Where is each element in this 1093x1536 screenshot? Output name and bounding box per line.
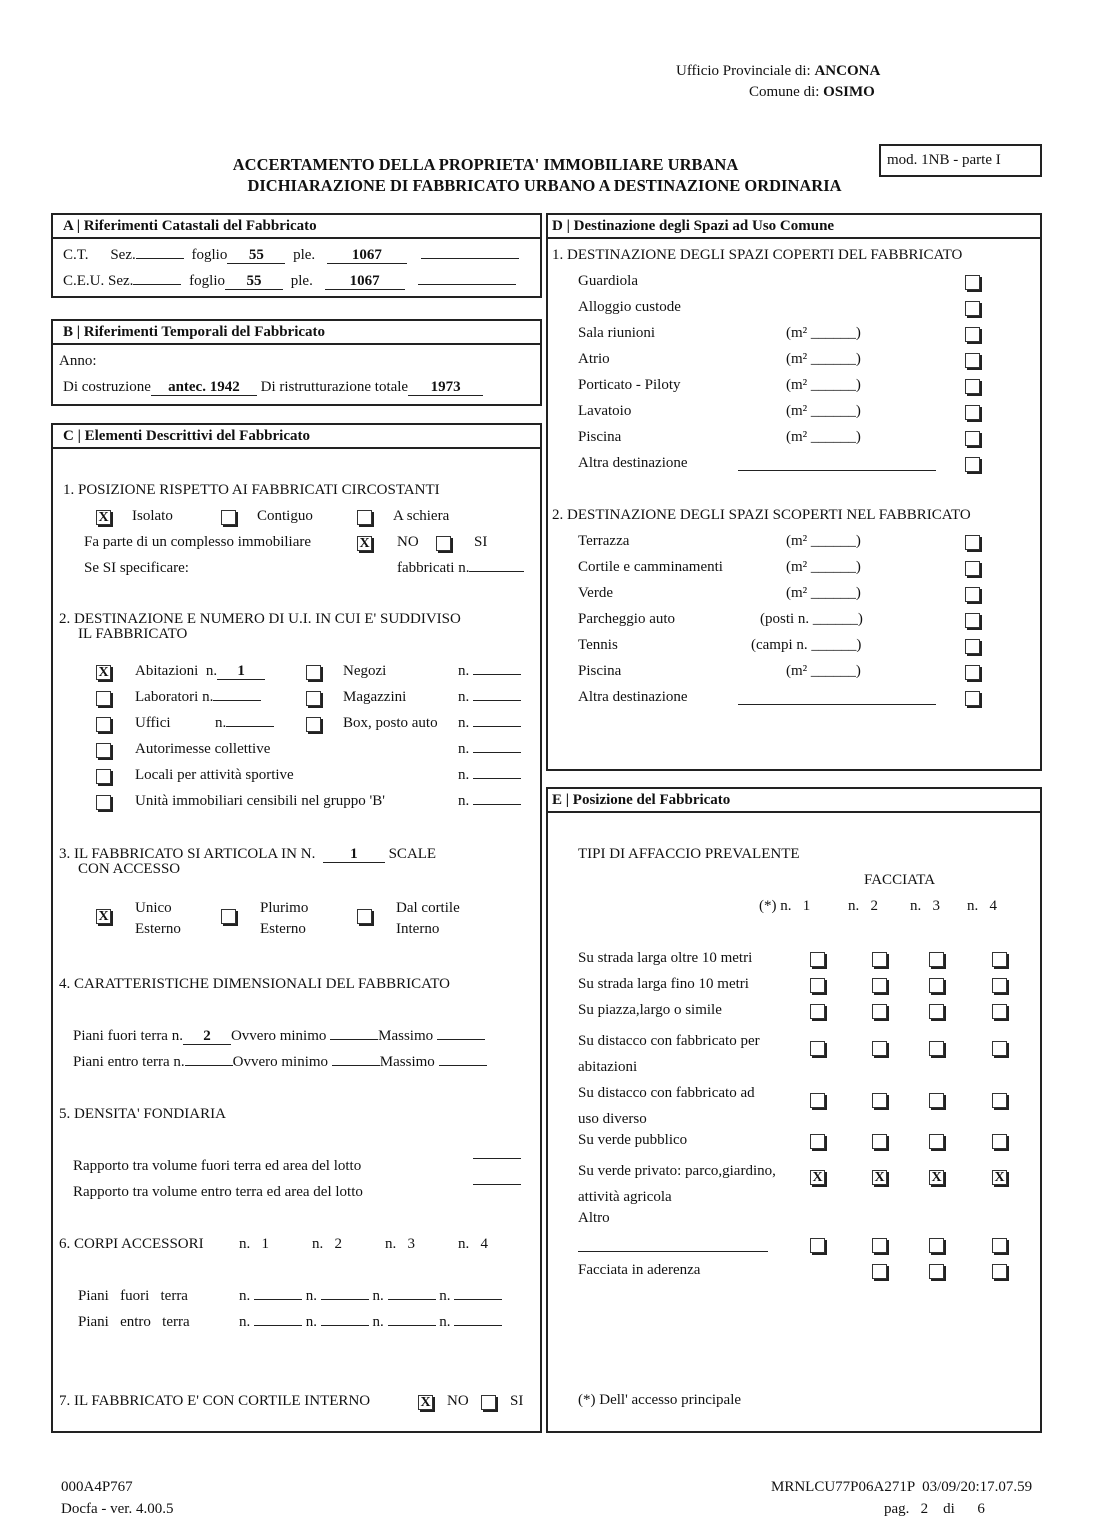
option-line1: Unico [135, 900, 172, 916]
uffici-n [215, 715, 274, 732]
cortile-no-label: NO [447, 1393, 469, 1409]
n-label: n. [458, 689, 470, 705]
q6-col-2: n. 2 [312, 1236, 342, 1252]
unico-esterno-checkbox[interactable]: X [96, 909, 111, 924]
porticato-area-field[interactable]: (m² ______) [786, 377, 861, 393]
q6-col-1: n. 1 [239, 1236, 269, 1252]
comune-value: OSIMO [823, 84, 875, 100]
box-posto-auto-label: Box, posto auto [343, 715, 438, 731]
n-label: n. [202, 689, 214, 705]
terrazza-checkbox[interactable] [965, 535, 980, 550]
distacco-abitazioni-f2-checkbox[interactable] [872, 1041, 887, 1056]
sala-riunioni-checkbox[interactable] [965, 327, 980, 342]
piscina-coperta-area-field[interactable]: (m² ______) [786, 429, 861, 445]
altro-f3-checkbox[interactable] [929, 1238, 944, 1253]
ceu-row [63, 273, 516, 290]
q6-entro-terra-label: Piani entro terra [78, 1314, 190, 1330]
tennis-checkbox[interactable] [965, 639, 980, 654]
q7-title: 7. IL FABBRICATO E' CON CORTILE INTERNO [59, 1393, 371, 1409]
plurimo-esterno-label [260, 898, 308, 940]
negozi-checkbox[interactable] [306, 665, 321, 680]
n-label: n. [458, 767, 470, 783]
facciata-col-1: (*) n. 1 [759, 898, 811, 914]
section-e [546, 787, 1042, 1433]
n-label: n. [205, 663, 218, 679]
document-title-line2: DICHIARAZIONE DI FABBRICATO URBANO A DESTINAZIONE ORDINARIA [247, 176, 842, 195]
guardiola-checkbox[interactable] [965, 275, 980, 290]
altro-f1-checkbox[interactable] [810, 1238, 825, 1253]
gruppo-b-label: Unità immobiliari censibili nel gruppo 'B' [135, 793, 385, 809]
ceu-sez-field[interactable] [133, 284, 181, 285]
aderenza-f4-checkbox[interactable] [992, 1264, 1007, 1279]
q6-field[interactable] [388, 1325, 436, 1326]
affaccio-row-label: Facciata in aderenza [578, 1262, 701, 1278]
distacco-uso-diverso-f2-checkbox[interactable] [872, 1093, 887, 1108]
affaccio-row-label: Su piazza,largo o simile [578, 1002, 722, 1018]
altro-f4-checkbox[interactable] [992, 1238, 1007, 1253]
row-line1: Su distacco con fabbricato per [578, 1033, 760, 1049]
q3-title-text: 3. IL FABBRICATO SI ARTICOLA IN N. [59, 846, 316, 862]
piazza-f3-checkbox[interactable] [929, 1004, 944, 1019]
option-line2: Esterno [135, 921, 181, 937]
document-code: 000A4P767 [61, 1479, 133, 1495]
atrio-label: Atrio [578, 351, 610, 367]
row-line2: abitazioni [578, 1059, 638, 1075]
locali-sportivi-checkbox[interactable] [96, 769, 111, 784]
porticato-checkbox[interactable] [965, 379, 980, 394]
negozi-field[interactable] [473, 674, 521, 675]
n-label: n. [239, 1314, 251, 1330]
user-stamp: MRNLCU77P06A271P 03/09/20:17.07.59 [771, 1479, 1033, 1495]
locali-sportivi-field[interactable] [473, 778, 521, 779]
altra-dest-coperta-field[interactable] [738, 470, 936, 471]
piazza-f2-checkbox[interactable] [872, 1004, 887, 1019]
option-line1: Plurimo [260, 900, 309, 916]
strada-oltre-10-f2-checkbox[interactable] [872, 952, 887, 967]
facciata-col-4: n. 4 [967, 898, 997, 914]
d2-title: 2. DESTINAZIONE DEGLI SPAZI SCOPERTI NEL FABBRICATO [552, 507, 971, 523]
unico-esterno-label [135, 898, 181, 940]
q2-title [59, 612, 461, 642]
piscina-scoperta-checkbox[interactable] [965, 665, 980, 680]
section-e-title: E | Posizione del Fabbricato [548, 789, 1040, 813]
porticato-label: Porticato - Piloty [578, 377, 681, 393]
autorimesse-checkbox[interactable] [96, 743, 111, 758]
fabbricati-field[interactable] [469, 571, 524, 572]
altra-dest-scoperta-label: Altra destinazione [578, 689, 688, 705]
affaccio-subtitle: TIPI DI AFFACCIO PREVALENTE [578, 846, 800, 862]
box-posto-auto-field[interactable] [473, 726, 521, 727]
n-label: n. [215, 715, 227, 731]
ct-label: C.T. [63, 247, 89, 263]
cortile-checkbox[interactable] [965, 561, 980, 576]
fabbricati-label: fabbricati n. [397, 560, 470, 576]
aderenza-f2-checkbox[interactable] [872, 1264, 887, 1279]
abitazioni-checkbox[interactable]: X [96, 665, 111, 680]
altro-f2-checkbox[interactable] [872, 1238, 887, 1253]
affaccio-row-label: Su verde pubblico [578, 1132, 688, 1148]
verde-pubblico-f3-checkbox[interactable] [929, 1134, 944, 1149]
strada-oltre-10-f3-checkbox[interactable] [929, 952, 944, 967]
autorimesse-n [458, 741, 521, 758]
piscina-scoperta-label: Piscina [578, 663, 622, 679]
parcheggio-posti-field[interactable]: (posti n. ______) [760, 611, 863, 627]
q5-title: 5. DENSITA' FONDIARIA [59, 1106, 226, 1122]
page-label: pag. [884, 1501, 910, 1517]
magazzini-label: Magazzini [343, 689, 407, 705]
costruzione-field[interactable]: antec. 1942 [151, 380, 257, 396]
aderenza-f3-checkbox[interactable] [929, 1264, 944, 1279]
q6-field[interactable] [254, 1325, 302, 1326]
comune [749, 84, 875, 101]
lavatoio-label: Lavatoio [578, 403, 632, 419]
distacco-uso-diverso-f3-checkbox[interactable] [929, 1093, 944, 1108]
min-label: Ovvero minimo [232, 1054, 329, 1070]
q6-field[interactable] [321, 1325, 369, 1326]
min-label: Ovvero minimo [230, 1028, 327, 1044]
cortile-label: Cortile e camminamenti [578, 559, 723, 575]
tennis-label: Tennis [578, 637, 618, 653]
min-field[interactable] [332, 1065, 380, 1066]
ufficio-value: ANCONA [814, 63, 881, 79]
affaccio-row-label: Su strada larga oltre 10 metri [578, 950, 753, 966]
magazzini-n [458, 689, 521, 706]
ct-row [63, 247, 519, 264]
terrazza-area-field[interactable]: (m² ______) [786, 533, 861, 549]
piscina-coperta-label: Piscina [578, 429, 622, 445]
altra-dest-coperta-label: Altra destinazione [578, 455, 688, 471]
atrio-area-field[interactable]: (m² ______) [786, 351, 861, 367]
complesso-no-checkbox[interactable]: X [357, 536, 372, 551]
n-label: n. [372, 1288, 384, 1304]
scale-label: SCALE [388, 846, 437, 862]
row-label: Piani fuori terra n. [73, 1028, 183, 1044]
max-field[interactable] [437, 1039, 485, 1040]
isolato-checkbox[interactable]: X [96, 510, 111, 525]
abitazioni-label: Abitazioni [135, 663, 199, 679]
facciata-label: FACCIATA [864, 872, 936, 888]
scale-field[interactable]: 1 [323, 847, 385, 863]
q6-field[interactable] [321, 1299, 369, 1300]
q4-title: 4. CARATTERISTICHE DIMENSIONALI DEL FABBRICATO [59, 976, 450, 992]
q6-title: 6. CORPI ACCESSORI [59, 1236, 204, 1252]
affaccio-row-label: Altro [578, 1210, 610, 1226]
affaccio-row-label [578, 1028, 760, 1080]
magazzini-field[interactable] [473, 700, 521, 701]
page-current: 2 [920, 1501, 929, 1517]
page-total: 6 [977, 1501, 985, 1517]
terrazza-label: Terrazza [578, 533, 630, 549]
locali-sportivi-label: Locali per attività sportive [135, 767, 294, 783]
complesso-si-checkbox[interactable] [436, 536, 451, 551]
affaccio-row-label [578, 1158, 776, 1210]
piscina-coperta-checkbox[interactable] [965, 431, 980, 446]
n-label: n. [458, 663, 470, 679]
verde-privato-f4-checkbox[interactable]: X [992, 1170, 1007, 1185]
page-of: di [943, 1501, 955, 1517]
q2-title-line2: IL FABBRICATO [78, 626, 188, 642]
ristrutturazione-field[interactable]: 1973 [408, 380, 483, 396]
verde-label: Verde [578, 585, 613, 601]
section-c [51, 423, 542, 1433]
distacco-abitazioni-f1-checkbox[interactable] [810, 1041, 825, 1056]
row-line1: Su verde privato: parco,giardino, [578, 1163, 776, 1179]
a-schiera-checkbox[interactable] [357, 510, 372, 525]
section-b-title: B | Riferimenti Temporali del Fabbricato [53, 321, 540, 345]
magazzini-checkbox[interactable] [306, 691, 321, 706]
distacco-uso-diverso-f1-checkbox[interactable] [810, 1093, 825, 1108]
row-label: Piani entro terra n. [73, 1054, 185, 1070]
q6-fuori-terra-label: Piani fuori terra [78, 1288, 188, 1304]
q6-fuori-terra-values [239, 1288, 502, 1305]
dal-cortile-interno-label [396, 898, 460, 940]
plurimo-esterno-checkbox[interactable] [221, 909, 236, 924]
piani-fuori-terra-field[interactable]: 2 [183, 1029, 231, 1045]
section-d [546, 213, 1042, 771]
locali-sportivi-n [458, 767, 521, 784]
q6-entro-terra-values [239, 1314, 502, 1331]
max-label: Massimo [378, 1028, 434, 1044]
facciata-col-2: n. 2 [848, 898, 878, 914]
rapporto-fuori-terra-field[interactable] [473, 1158, 521, 1159]
rapporto-entro-terra-label: Rapporto tra volume entro terra ed area del lotto [73, 1184, 363, 1200]
costruzione-label: Di costruzione [63, 379, 151, 395]
specificare-label: Se SI specificare: [84, 560, 189, 576]
section-a-title: A | Riferimenti Catastali del Fabbricato [53, 215, 540, 239]
distacco-uso-diverso-f4-checkbox[interactable] [992, 1093, 1007, 1108]
uffici-checkbox[interactable] [96, 717, 111, 732]
strada-fino-10-f4-checkbox[interactable] [992, 978, 1007, 993]
verde-pubblico-f4-checkbox[interactable] [992, 1134, 1007, 1149]
rapporto-entro-terra-field[interactable] [473, 1184, 521, 1185]
max-field[interactable] [439, 1065, 487, 1066]
distacco-abitazioni-f3-checkbox[interactable] [929, 1041, 944, 1056]
ct-foglio-field[interactable]: 55 [227, 248, 285, 264]
q6-field[interactable] [454, 1325, 502, 1326]
sala-riunioni-area-field[interactable]: (m² ______) [786, 325, 861, 341]
autorimesse-field[interactable] [473, 752, 521, 753]
ct-sez-label: Sez. [110, 247, 136, 263]
q1-title: 1. POSIZIONE RISPETTO AI FABBRICATI CIRCOSTANTI [63, 482, 440, 498]
complesso-no-label: NO [397, 534, 419, 550]
altro-field[interactable] [578, 1251, 768, 1252]
cortile-si-label: SI [510, 1393, 524, 1409]
complesso-si-label: SI [474, 534, 488, 550]
strada-fino-10-f3-checkbox[interactable] [929, 978, 944, 993]
page-indicator [884, 1501, 985, 1518]
verde-checkbox[interactable] [965, 587, 980, 602]
ceu-ple-field[interactable]: 1067 [325, 274, 405, 290]
model-badge-text: mod. 1NB - parte I [887, 152, 1001, 168]
altra-dest-coperta-checkbox[interactable] [965, 457, 980, 472]
ufficio-label: Ufficio Provinciale di: [676, 63, 811, 79]
n-label: n. [458, 715, 470, 731]
ct-sez-field[interactable] [136, 258, 184, 259]
comune-label: Comune di: [749, 84, 820, 100]
ceu-extra-field[interactable] [418, 284, 516, 285]
piani-entro-terra-field[interactable] [185, 1065, 233, 1066]
autorimesse-label: Autorimesse collettive [135, 741, 271, 757]
box-posto-auto-checkbox[interactable] [306, 717, 321, 732]
q6-col-3: n. 3 [385, 1236, 415, 1252]
document-title-line1: ACCERTAMENTO DELLA PROPRIETA' IMMOBILIARE URBANA [232, 155, 739, 174]
rapporto-fuori-terra-label: Rapporto tra volume fuori terra ed area del lotto [73, 1158, 362, 1174]
piscina-scoperta-area-field[interactable]: (m² ______) [786, 663, 861, 679]
verde-privato-f2-checkbox[interactable]: X [872, 1170, 887, 1185]
alloggio-custode-checkbox[interactable] [965, 301, 980, 316]
abitazioni-row [135, 663, 265, 680]
section-c-title: C | Elementi Descrittivi del Fabbricato [53, 425, 540, 449]
tennis-campi-field[interactable]: (campi n. ______) [751, 637, 862, 653]
n-label: n. [305, 1288, 317, 1304]
q6-field[interactable] [454, 1299, 502, 1300]
q6-field[interactable] [254, 1299, 302, 1300]
altra-dest-scoperta-checkbox[interactable] [965, 691, 980, 706]
q2-title-line1: 2. DESTINAZIONE E NUMERO DI U.I. IN CUI E' SUDDIVISO [59, 611, 461, 627]
max-label: Massimo [379, 1054, 435, 1070]
affaccio-row-label [578, 1080, 755, 1132]
section-b [51, 319, 542, 406]
q6-field[interactable] [388, 1299, 436, 1300]
piani-entro-terra-row [73, 1054, 487, 1071]
verde-privato-f3-checkbox[interactable]: X [929, 1170, 944, 1185]
cortile-no-checkbox[interactable]: X [418, 1395, 433, 1410]
lavatoio-checkbox[interactable] [965, 405, 980, 420]
n-label: n. [439, 1288, 451, 1304]
ceu-label: C.E.U. Sez. [63, 273, 134, 289]
atrio-checkbox[interactable] [965, 353, 980, 368]
gruppo-b-field[interactable] [473, 804, 521, 805]
section-d-title: D | Destinazione degli Spazi ad Uso Comune [548, 215, 1040, 239]
footnote: (*) Dell' accesso principale [578, 1392, 742, 1408]
facciata-col-3: n. 3 [910, 898, 940, 914]
strada-fino-10-f2-checkbox[interactable] [872, 978, 887, 993]
model-badge [879, 144, 1042, 177]
isolato-label: Isolato [132, 508, 173, 524]
verde-privato-f1-checkbox[interactable]: X [810, 1170, 825, 1185]
fabbricati-row [397, 560, 524, 577]
lavatoio-area-field[interactable]: (m² ______) [786, 403, 861, 419]
negozi-label: Negozi [343, 663, 387, 679]
dal-cortile-interno-checkbox[interactable] [357, 909, 372, 924]
ct-extra-field[interactable] [421, 258, 519, 259]
abitazioni-field[interactable]: 1 [217, 664, 265, 680]
cortile-area-field[interactable]: (m² ______) [786, 559, 861, 575]
n-label: n. [439, 1314, 451, 1330]
contiguo-checkbox[interactable] [221, 510, 236, 525]
q6-col-4: n. 4 [458, 1236, 488, 1252]
parcheggio-checkbox[interactable] [965, 613, 980, 628]
verde-area-field[interactable]: (m² ______) [786, 585, 861, 601]
d1-title: 1. DESTINAZIONE DEGLI SPAZI COPERTI DEL FABBRICATO [552, 247, 963, 263]
laboratori-checkbox[interactable] [96, 691, 111, 706]
row-line2: uso diverso [578, 1111, 647, 1127]
piazza-f4-checkbox[interactable] [992, 1004, 1007, 1019]
guardiola-label: Guardiola [578, 273, 638, 289]
cortile-si-checkbox[interactable] [481, 1395, 496, 1410]
gruppo-b-n [458, 793, 521, 810]
option-line1: Dal cortile [396, 900, 460, 916]
parcheggio-label: Parcheggio auto [578, 611, 676, 627]
affaccio-row-label: Su strada larga fino 10 metri [578, 976, 749, 992]
uffici-field[interactable] [226, 726, 274, 727]
strada-fino-10-f1-checkbox[interactable] [810, 978, 825, 993]
contiguo-label: Contiguo [257, 508, 313, 524]
anni-row [63, 379, 483, 396]
n-label: n. [239, 1288, 251, 1304]
box-posto-auto-n [458, 715, 521, 732]
option-line2: Interno [396, 921, 440, 937]
row-line2: attività agricola [578, 1189, 672, 1205]
sala-riunioni-label: Sala riunioni [578, 325, 656, 341]
distacco-abitazioni-f4-checkbox[interactable] [992, 1041, 1007, 1056]
n-label: n. [305, 1314, 317, 1330]
option-line2: Esterno [260, 921, 306, 937]
laboratori-label: Laboratori [135, 689, 199, 705]
ceu-foglio-field[interactable]: 55 [225, 274, 283, 290]
section-a [51, 213, 542, 298]
ct-ple-field[interactable]: 1067 [327, 248, 407, 264]
altra-dest-scoperta-field[interactable] [738, 704, 936, 705]
min-field[interactable] [330, 1039, 378, 1040]
strada-oltre-10-f4-checkbox[interactable] [992, 952, 1007, 967]
piani-fuori-terra-row [73, 1028, 485, 1045]
strada-oltre-10-f1-checkbox[interactable] [810, 952, 825, 967]
ceu-foglio-label: foglio [189, 273, 226, 289]
alloggio-custode-label: Alloggio custode [578, 299, 681, 315]
uffici-label: Uffici [135, 715, 171, 731]
gruppo-b-checkbox[interactable] [96, 795, 111, 810]
ct-ple-label: ple. [293, 247, 316, 263]
ufficio-provinciale [676, 63, 880, 80]
n-label: n. [458, 793, 470, 809]
complesso-label: Fa parte di un complesso immobiliare [84, 534, 312, 550]
a-schiera-label: A schiera [393, 508, 450, 524]
ceu-ple-label: ple. [290, 273, 313, 289]
row-line1: Su distacco con fabbricato ad [578, 1085, 755, 1101]
piazza-f1-checkbox[interactable] [810, 1004, 825, 1019]
laboratori-field[interactable] [213, 700, 261, 701]
n-label: n. [372, 1314, 384, 1330]
verde-pubblico-f1-checkbox[interactable] [810, 1134, 825, 1149]
n-label: n. [458, 741, 470, 757]
q3-title-line2: CON ACCESSO [78, 861, 181, 877]
ristrutturazione-label: Di ristrutturazione totale [260, 379, 409, 395]
anno-label: Anno: [59, 353, 97, 369]
laboratori-row [135, 689, 261, 706]
ct-foglio-label: foglio [191, 247, 228, 263]
software-version: Docfa - ver. 4.00.5 [61, 1501, 174, 1517]
verde-pubblico-f2-checkbox[interactable] [872, 1134, 887, 1149]
negozi-n [458, 663, 521, 680]
